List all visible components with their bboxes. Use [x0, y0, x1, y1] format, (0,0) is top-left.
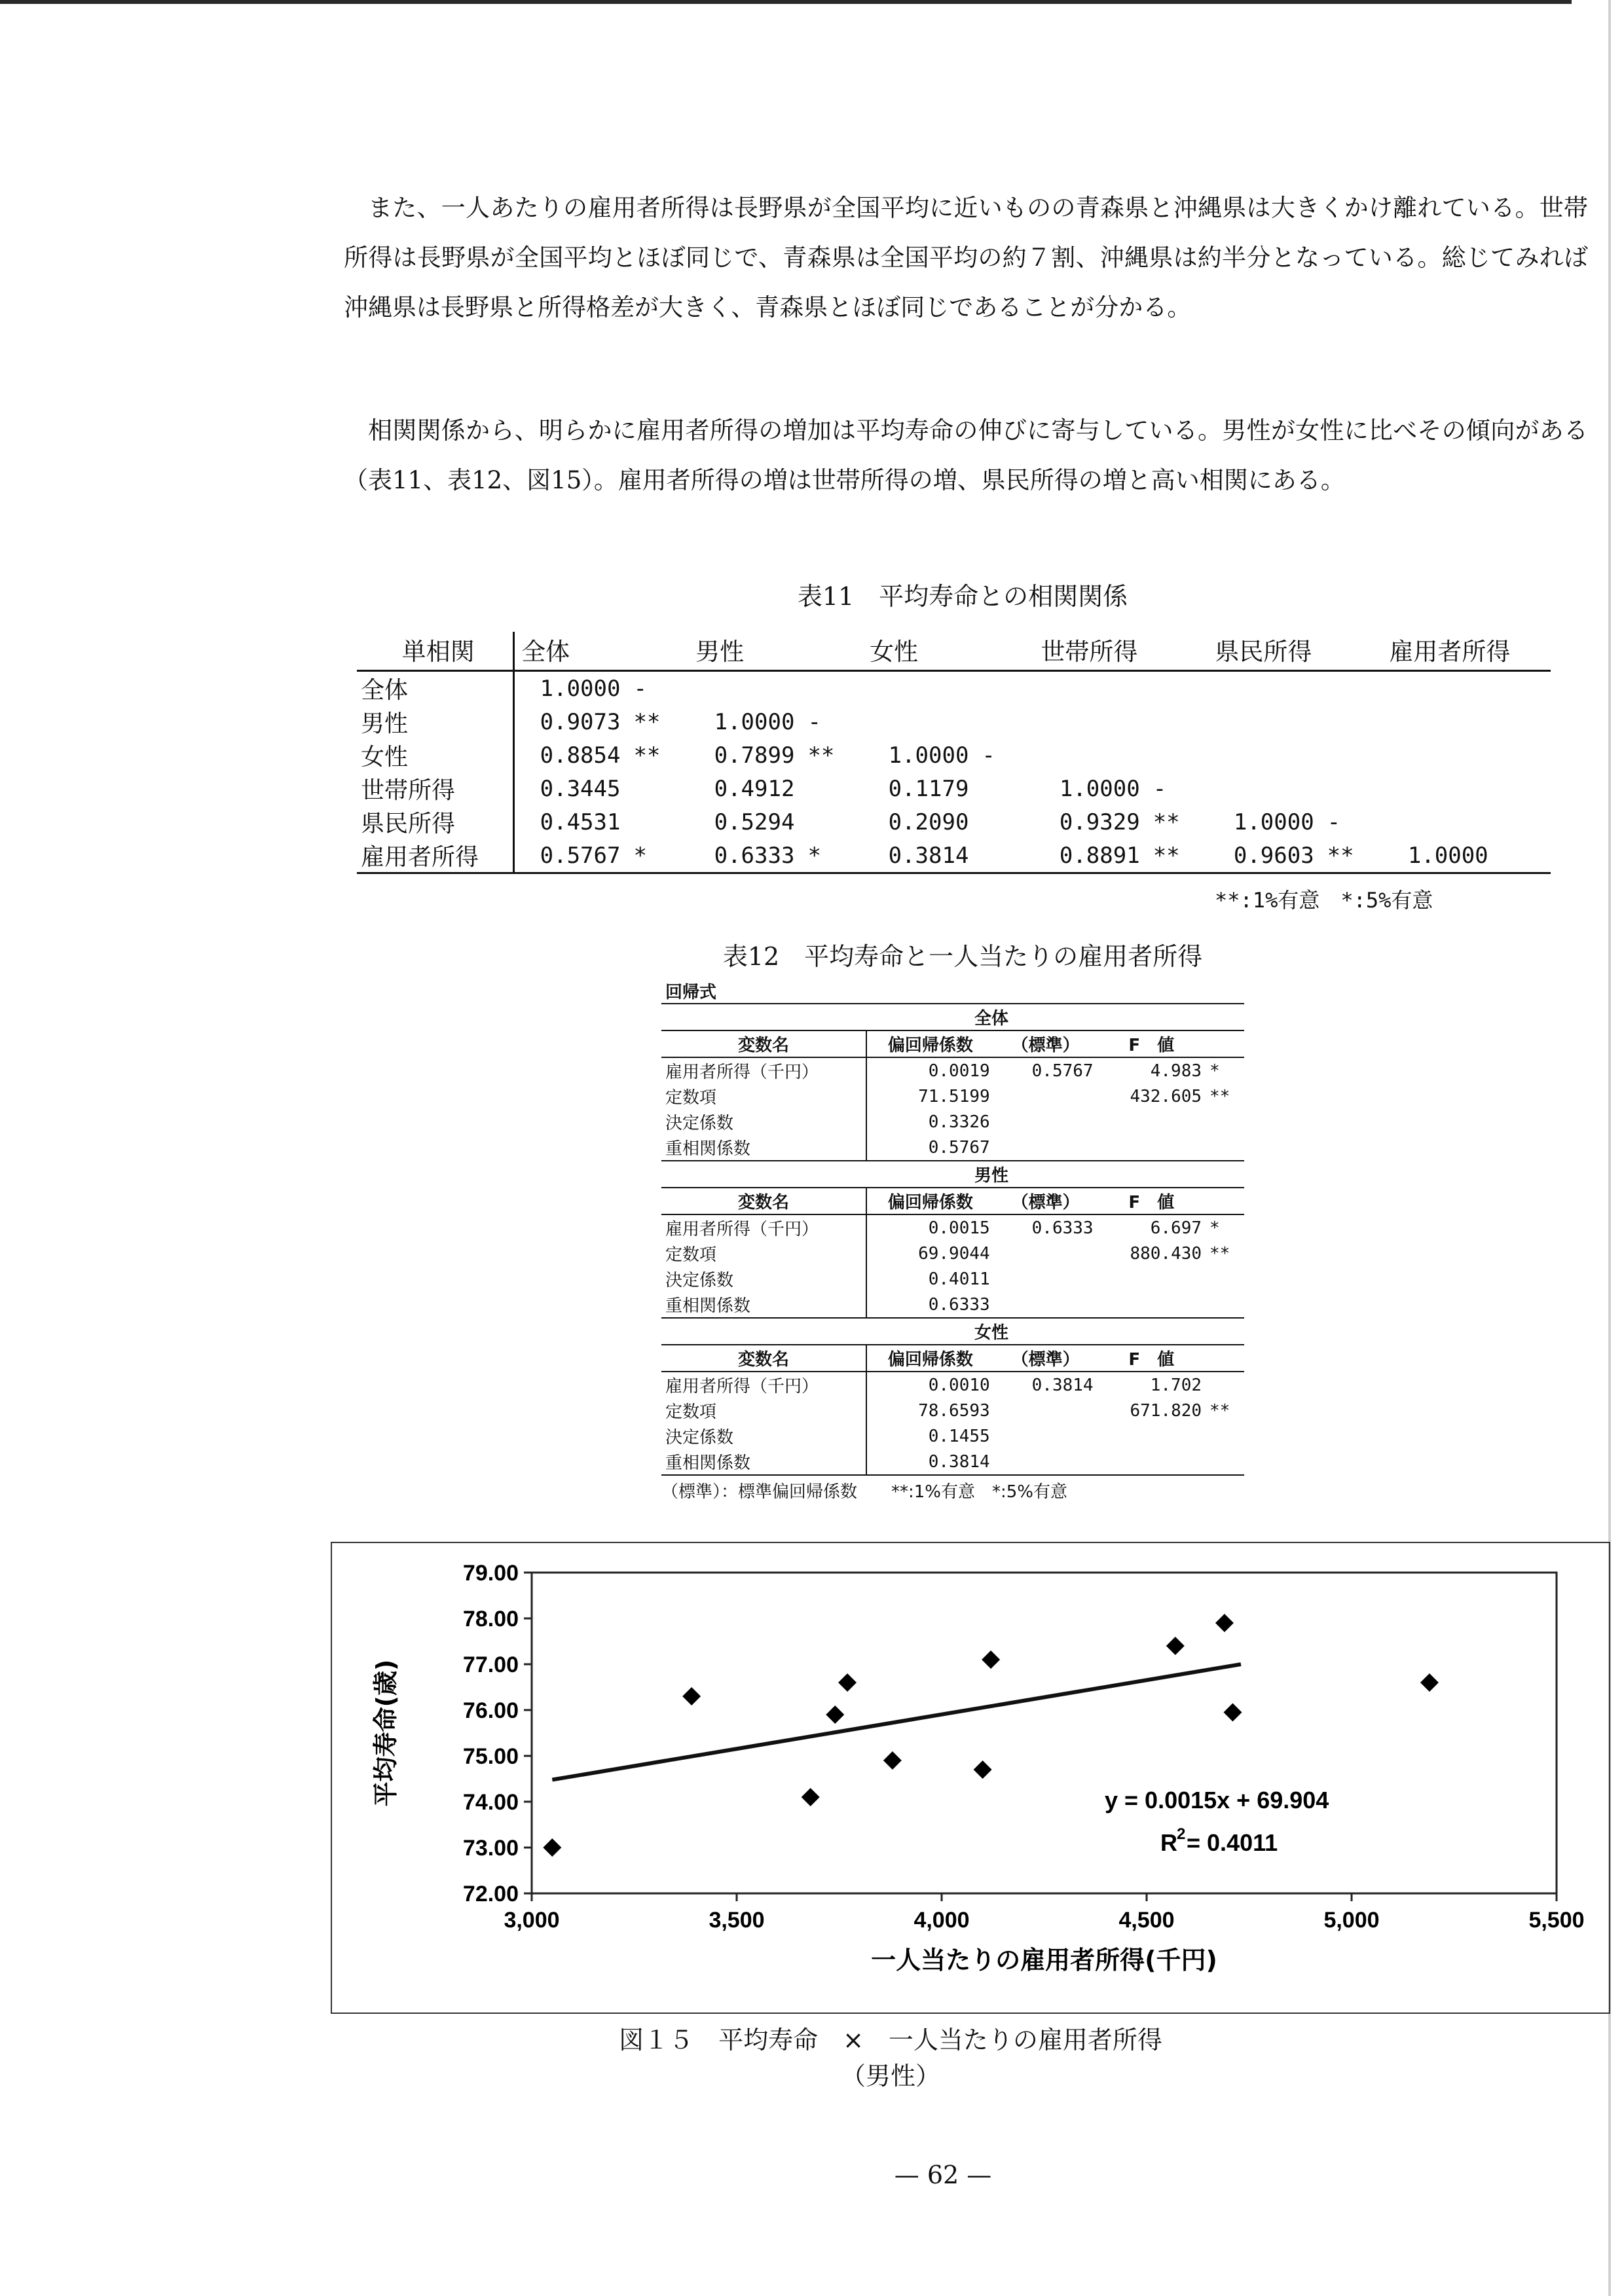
correlation-value: 0.2090	[888, 809, 969, 835]
table11-note: **:1%有意 *:5%有意	[1215, 888, 1433, 913]
row-label: 女性	[357, 738, 514, 772]
correlation-value	[1382, 671, 1492, 706]
regression-value: **	[1209, 1086, 1230, 1106]
correlation-value	[1208, 671, 1318, 706]
model-label: 回帰式	[665, 983, 717, 1002]
regression-table-1	[661, 1161, 1244, 1319]
regression-value	[1098, 1423, 1206, 1449]
regression-value	[994, 1109, 1098, 1135]
significance-mark: **	[1318, 839, 1383, 873]
data-point	[1420, 1673, 1439, 1692]
table11-header: 雇用者所得	[1382, 632, 1551, 671]
regression-value	[1206, 1266, 1244, 1292]
x-tick-label: 4,000	[913, 1908, 970, 1933]
column-header: （標準）	[994, 1345, 1098, 1372]
correlation-value: 0.4912	[714, 775, 795, 802]
correlation-value	[863, 671, 972, 706]
correlation-value	[1034, 671, 1143, 706]
correlation-value: 0.1179	[888, 775, 969, 802]
blank-cell	[1206, 1345, 1244, 1372]
table11-row	[357, 772, 1551, 805]
group-title: 女性	[661, 1319, 1244, 1345]
variable-name: 定数項	[661, 1398, 866, 1423]
row-label: 世帯所得	[357, 772, 514, 805]
significance-mark: **	[633, 742, 661, 769]
significance-mark: -	[1153, 775, 1167, 802]
regression-value: 0.3326	[928, 1112, 990, 1132]
significance-mark	[1144, 738, 1209, 772]
regression-value: 0.3814	[866, 1449, 994, 1475]
table11-header: 全体	[514, 632, 689, 671]
regression-value	[1098, 1292, 1206, 1318]
correlation-value	[1382, 738, 1492, 772]
variable-name: 雇用者所得（千円）	[661, 1214, 866, 1241]
scan-top-edge	[0, 0, 1572, 4]
variable-name: 雇用者所得（千円）	[661, 1057, 866, 1084]
paragraph-text: 相関関係から、明らかに雇用者所得の増加は平均寿命の伸びに寄与している。男性が女性に比べその傾向がある（表11、表12、図15）。雇用者所得の増は世帯所得の増、県民所得の増と高い相関にある。	[344, 416, 1588, 494]
significance-mark	[1144, 705, 1209, 738]
x-tick-label: 5,000	[1323, 1908, 1380, 1933]
row-label: 県民所得	[357, 805, 514, 839]
regression-table-0	[661, 1004, 1244, 1161]
column-header: 変数名	[661, 1345, 866, 1372]
regression-value: 880.430	[1130, 1243, 1202, 1264]
correlation-value: 1.0000	[888, 742, 969, 769]
table11-row	[357, 671, 1551, 706]
column-header: （標準）	[994, 1030, 1098, 1057]
correlation-value: 0.4531	[540, 809, 621, 835]
significance-mark	[1492, 671, 1551, 706]
regression-value: *	[1209, 1218, 1220, 1238]
correlation-value: 0.9603	[1208, 839, 1318, 873]
correlation-value: 1.0000	[714, 708, 795, 735]
data-point	[838, 1673, 857, 1692]
significance-mark	[624, 805, 689, 839]
regression-value	[994, 1084, 1098, 1109]
column-header: （標準）	[994, 1188, 1098, 1214]
column-header: F 値	[1098, 1030, 1206, 1057]
x-tick-label: 3,000	[504, 1908, 560, 1933]
y-tick-label: 78.00	[462, 1607, 519, 1631]
regression-row	[661, 1423, 1244, 1449]
significance-mark	[972, 772, 1034, 805]
correlation-value: 0.3814	[863, 839, 972, 873]
regression-row	[661, 1084, 1244, 1109]
regression-row	[661, 1398, 1244, 1423]
regression-value	[1098, 1449, 1206, 1475]
significance-mark	[972, 805, 1034, 839]
variable-name: 定数項	[661, 1084, 866, 1109]
x-tick-label: 5,500	[1528, 1908, 1585, 1933]
correlation-value: 1.0000	[1382, 839, 1492, 873]
significance-mark	[972, 839, 1034, 873]
y-tick-label: 74.00	[462, 1790, 519, 1815]
variable-name: 重相関係数	[661, 1135, 866, 1161]
regression-value: 0.0010	[928, 1375, 990, 1395]
significance-mark	[1144, 671, 1209, 706]
regression-value	[1098, 1109, 1206, 1135]
significance-mark	[1318, 671, 1383, 706]
data-point	[543, 1838, 561, 1857]
paragraph-text: また、一人あたりの雇用者所得は長野県が全国平均に近いものの青森県と沖縄県は大きくかけ離れている。世帯所得は長野県が全国平均とほぼ同じで、青森県は全国平均の約７割、沖縄県は約半分となっている。総じてみれば沖縄県は長野県と所得格差が大きく、青森県とほぼ同じであることが分かる。	[344, 194, 1588, 321]
correlation-value: 0.8854	[540, 742, 621, 769]
regression-value: 0.0019	[928, 1061, 990, 1081]
regression-value: 69.9044	[918, 1243, 990, 1264]
column-header: 偏回帰係数	[866, 1030, 994, 1057]
significance-mark: -	[982, 742, 995, 769]
regression-row	[661, 1135, 1244, 1161]
regression-value	[1206, 1292, 1244, 1318]
correlation-value	[1208, 738, 1318, 772]
regression-value	[1206, 1449, 1244, 1475]
body-paragraph-1	[344, 183, 1588, 333]
significance-mark	[1318, 705, 1383, 738]
table12-container	[661, 979, 1244, 1503]
significance-mark: **	[1153, 809, 1180, 835]
regression-value	[994, 1423, 1098, 1449]
regression-value: 0.4011	[928, 1269, 990, 1289]
correlation-value	[1382, 705, 1492, 738]
x-axis-label: 一人当たりの雇用者所得(千円)	[871, 1946, 1217, 1975]
significance-mark	[1492, 805, 1551, 839]
correlation-value: 1.0000	[1233, 809, 1314, 835]
correlation-value: 0.6333	[689, 839, 798, 873]
y-tick-label: 76.00	[462, 1698, 519, 1723]
table11-row	[357, 805, 1551, 839]
regression-value: 4.983	[1150, 1061, 1202, 1081]
blank-cell	[1206, 1030, 1244, 1057]
regression-value	[994, 1241, 1098, 1266]
row-label: 雇用者所得	[357, 839, 514, 873]
y-axis-label: 平均寿命(歳)	[371, 1659, 400, 1807]
table11-caption: 表11 平均寿命との相関関係	[797, 582, 1128, 611]
regression-value	[1206, 1109, 1244, 1135]
correlation-value: 0.9073	[540, 708, 621, 735]
significance-mark: **	[807, 742, 835, 769]
significance-mark	[624, 772, 689, 805]
table11-row	[357, 839, 1551, 873]
regression-value	[994, 1398, 1098, 1423]
row-label: 男性	[357, 705, 514, 738]
regression-value	[994, 1449, 1098, 1475]
data-point	[682, 1687, 701, 1705]
regression-value: 0.6333	[1031, 1218, 1094, 1238]
significance-mark	[972, 705, 1034, 738]
column-header: 偏回帰係数	[866, 1188, 994, 1214]
correlation-value: 0.3445	[540, 775, 621, 802]
significance-mark	[972, 671, 1034, 706]
regression-row	[661, 1241, 1244, 1266]
variable-name: 雇用者所得（千円）	[661, 1372, 866, 1398]
regression-row	[661, 1214, 1244, 1241]
correlation-value: 0.5294	[714, 809, 795, 835]
r-squared-exponent: 2	[1177, 1825, 1186, 1843]
significance-mark: *	[624, 839, 689, 873]
regression-value: **	[1209, 1400, 1230, 1421]
y-tick-label: 77.00	[462, 1652, 519, 1677]
data-point	[1223, 1704, 1242, 1722]
table11-header: 女性	[863, 632, 1034, 671]
regression-value: 0.5767	[866, 1135, 994, 1161]
correlation-value: 1.0000	[1059, 775, 1140, 802]
correlation-value	[1382, 772, 1492, 805]
variable-name: 決定係数	[661, 1423, 866, 1449]
equation-label: y = 0.0015x + 69.904	[1105, 1787, 1329, 1813]
correlation-value: 0.5767	[514, 839, 625, 873]
significance-mark	[1318, 738, 1383, 772]
table11-header: 県民所得	[1208, 632, 1382, 671]
y-tick-label: 72.00	[462, 1882, 519, 1906]
figure-caption: 図１５ 平均寿命 × 一人当たりの雇用者所得	[619, 2026, 1162, 2054]
data-point	[1166, 1637, 1185, 1655]
y-tick-label: 75.00	[462, 1744, 519, 1769]
significance-mark	[1492, 738, 1551, 772]
significance-mark	[1492, 839, 1551, 873]
body-paragraph-2	[344, 406, 1588, 505]
regression-value: 0.5767	[1031, 1061, 1094, 1081]
significance-mark: **	[633, 708, 661, 735]
regression-row	[661, 1372, 1244, 1398]
correlation-value: 1.0000	[540, 675, 621, 702]
regression-value: 0.3814	[1031, 1375, 1094, 1395]
blank-cell	[1206, 1188, 1244, 1214]
column-header: 偏回帰係数	[866, 1345, 994, 1372]
page-number: — 62 —	[894, 2160, 992, 2189]
table11-header: 男性	[689, 632, 863, 671]
variable-name: 決定係数	[661, 1266, 866, 1292]
correlation-value	[863, 705, 972, 738]
table11-row	[357, 738, 1551, 772]
correlation-value	[1208, 772, 1318, 805]
data-point	[883, 1751, 902, 1770]
plot-area-frame	[532, 1573, 1557, 1893]
regression-value: 0.0015	[928, 1218, 990, 1238]
group-title: 全体	[661, 1004, 1244, 1030]
variable-name: 定数項	[661, 1241, 866, 1266]
regression-table-2	[661, 1319, 1244, 1476]
regression-value	[994, 1292, 1098, 1318]
regression-value	[1206, 1372, 1244, 1398]
regression-value	[1206, 1423, 1244, 1449]
table12-note: （標準）：標準偏回帰係数 **:1%有意 *:5%有意	[661, 1482, 1068, 1502]
regression-value: 671.820	[1130, 1400, 1202, 1421]
table11-header: 単相関	[357, 632, 514, 671]
regression-value	[1098, 1135, 1206, 1161]
significance-mark	[798, 671, 863, 706]
x-tick-label: 4,500	[1118, 1908, 1175, 1933]
regression-value: 1.702	[1150, 1375, 1202, 1395]
regression-row	[661, 1057, 1244, 1084]
column-header: 変数名	[661, 1188, 866, 1214]
regression-tables	[661, 1004, 1244, 1476]
regression-value	[1098, 1266, 1206, 1292]
regression-row	[661, 1449, 1244, 1475]
table12-caption: 表12 平均寿命と一人当たりの雇用者所得	[722, 942, 1203, 971]
regression-value: 6.697	[1150, 1218, 1202, 1238]
significance-mark: -	[1327, 809, 1341, 835]
regression-value	[994, 1135, 1098, 1161]
column-header: F 値	[1098, 1345, 1206, 1372]
x-tick-label: 3,500	[709, 1908, 765, 1933]
correlation-value	[689, 671, 798, 706]
correlation-table	[357, 632, 1551, 874]
significance-mark	[798, 772, 863, 805]
figure-subcaption: （男性）	[840, 2062, 940, 2090]
significance-mark: -	[633, 675, 647, 702]
correlation-value	[1208, 705, 1318, 738]
data-point	[802, 1788, 820, 1806]
significance-mark	[798, 805, 863, 839]
regression-value: 432.605	[1130, 1086, 1202, 1106]
regression-row	[661, 1109, 1244, 1135]
correlation-value	[1382, 805, 1492, 839]
regression-value: 0.1455	[928, 1426, 990, 1446]
significance-mark	[1492, 705, 1551, 738]
significance-mark	[1318, 772, 1383, 805]
group-title: 男性	[661, 1161, 1244, 1188]
data-point	[826, 1705, 844, 1724]
regression-value: 0.6333	[866, 1292, 994, 1318]
y-tick-label: 73.00	[462, 1836, 519, 1861]
regression-value	[994, 1266, 1098, 1292]
y-tick-label: 79.00	[462, 1561, 519, 1586]
table11-header: 世帯所得	[1034, 632, 1208, 671]
chart-svg	[332, 1543, 1609, 2013]
correlation-value: 0.8891	[1034, 839, 1143, 873]
significance-mark: -	[807, 708, 821, 735]
column-header: F 値	[1098, 1188, 1206, 1214]
correlation-value	[1034, 705, 1143, 738]
column-header: 変数名	[661, 1030, 866, 1057]
significance-mark	[1492, 772, 1551, 805]
correlation-value	[1034, 738, 1143, 772]
scatter-chart	[331, 1542, 1610, 2014]
significance-mark: **	[1144, 839, 1209, 873]
r-squared-value: = 0.4011	[1187, 1829, 1278, 1856]
data-point	[1215, 1614, 1234, 1632]
r-squared-symbol: R	[1160, 1829, 1177, 1856]
regression-value: *	[1209, 1061, 1220, 1081]
row-label: 全体	[357, 671, 514, 706]
regression-value: 78.6593	[918, 1400, 990, 1421]
table11-row	[357, 705, 1551, 738]
regression-row	[661, 1266, 1244, 1292]
correlation-value: 0.9329	[1059, 809, 1140, 835]
regression-value: **	[1209, 1243, 1230, 1264]
variable-name: 決定係数	[661, 1109, 866, 1135]
correlation-value: 0.7899	[714, 742, 795, 769]
data-point	[982, 1650, 1000, 1669]
variable-name: 重相関係数	[661, 1292, 866, 1318]
regression-value: 71.5199	[918, 1086, 990, 1106]
regression-value	[1206, 1135, 1244, 1161]
variable-name: 重相関係数	[661, 1449, 866, 1475]
regression-row	[661, 1292, 1244, 1318]
significance-mark: *	[798, 839, 863, 873]
data-point	[974, 1760, 992, 1779]
